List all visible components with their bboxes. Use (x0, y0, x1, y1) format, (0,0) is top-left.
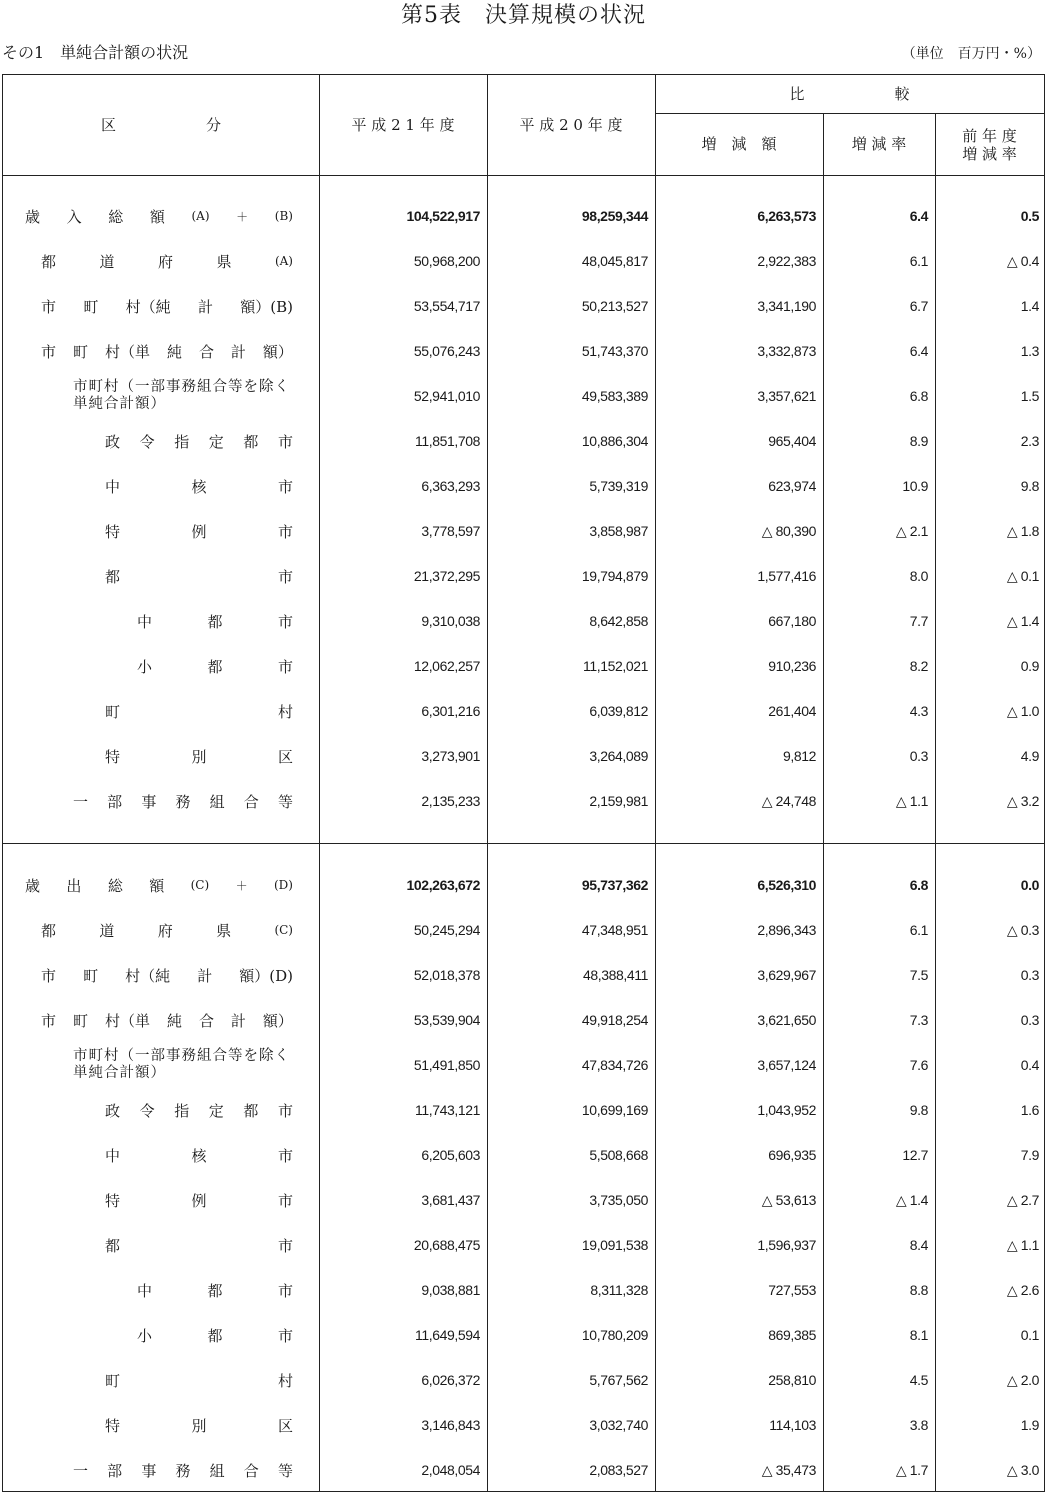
cell-diff: 3,357,621 (757, 388, 816, 404)
cell-prev: 9.8 (1020, 478, 1039, 494)
table-row (3, 561, 1044, 591)
row-label: 小 都 市 (137, 657, 293, 676)
cell-diff: 696,935 (768, 1147, 816, 1163)
header-divider (3, 175, 1044, 176)
cell-fy20: 5,767,562 (589, 1372, 648, 1388)
cell-rate: 8.1 (909, 1327, 928, 1343)
cell-diff: 623,974 (768, 478, 816, 494)
cell-fy21: 52,018,378 (413, 967, 480, 983)
cell-fy20: 95,737,362 (581, 877, 648, 893)
cell-diff: △ 35,473 (761, 1462, 816, 1478)
cell-fy21: 6,026,372 (421, 1372, 480, 1388)
cell-prev: △ 1.1 (1006, 1237, 1039, 1253)
cell-diff: 3,332,873 (757, 343, 816, 359)
cell-fy20: 48,045,817 (581, 253, 648, 269)
cell-fy21: 6,205,603 (421, 1147, 480, 1163)
cell-rate: 4.5 (909, 1372, 928, 1388)
cell-fy21: 53,539,904 (413, 1012, 480, 1028)
cell-fy21: 3,778,597 (421, 523, 480, 539)
cell-fy21: 3,681,437 (421, 1192, 480, 1208)
cell-diff: 1,596,937 (757, 1237, 816, 1253)
cell-fy20: 3,264,089 (589, 748, 648, 764)
row-label: 中 核 市 (105, 477, 293, 496)
cell-rate: 6.1 (909, 253, 928, 269)
row-label: 市町村（一部事務組合等を除く単純合計額） (73, 379, 290, 412)
table-row (3, 1140, 1044, 1170)
cell-fy21: 12,062,257 (413, 658, 480, 674)
cell-prev: △ 2.0 (1006, 1372, 1039, 1388)
row-label: 特 例 市 (105, 522, 293, 541)
table-row (3, 336, 1044, 366)
cell-diff: 258,810 (768, 1372, 816, 1388)
cell-rate: 7.6 (909, 1057, 928, 1073)
table-row (3, 786, 1044, 816)
cell-diff: 727,553 (768, 1282, 816, 1298)
cell-rate: 4.3 (909, 703, 928, 719)
cell-rate: 8.2 (909, 658, 928, 674)
cell-prev: 1.6 (1020, 1102, 1039, 1118)
cell-diff: 869,385 (768, 1327, 816, 1343)
unit-note: （単位 百万円・%） (901, 46, 1041, 62)
cell-rate: 9.8 (909, 1102, 928, 1118)
cell-fy21: 104,522,917 (406, 208, 480, 224)
cell-fy21: 11,851,708 (414, 433, 480, 449)
cell-diff: 2,896,343 (757, 922, 816, 938)
cell-fy21: 21,372,295 (413, 568, 480, 584)
header-change-amount: 増 減 額 (701, 135, 777, 153)
table-row (3, 915, 1044, 945)
cell-fy21: 20,688,475 (413, 1237, 480, 1253)
cell-prev: 0.0 (1020, 877, 1039, 893)
cell-fy20: 3,735,050 (589, 1192, 648, 1208)
cell-fy21: 3,273,901 (421, 748, 480, 764)
cell-diff: △ 24,748 (761, 793, 816, 809)
cell-prev: △ 0.1 (1006, 568, 1039, 584)
cell-diff: 910,236 (768, 658, 816, 674)
table-row (3, 291, 1044, 321)
cell-rate: 10.9 (902, 478, 928, 494)
header-change-rate: 増 減 率 (851, 135, 907, 153)
cell-fy21: 2,135,233 (421, 793, 480, 809)
header-comparison: 比 較 (789, 85, 910, 103)
cell-fy20: 11,152,021 (582, 658, 648, 674)
cell-rate: 6.7 (909, 298, 928, 314)
row-label: 町 村 (105, 1371, 293, 1390)
table-row (3, 1410, 1044, 1440)
cell-prev: 0.5 (1020, 208, 1039, 224)
cell-prev: 1.4 (1020, 298, 1039, 314)
cell-rate: 8.9 (909, 433, 928, 449)
cell-prev: 0.3 (1020, 1012, 1039, 1028)
cell-diff: 9,812 (782, 748, 816, 764)
table-row (3, 696, 1044, 726)
row-label: 特 例 市 (105, 1191, 293, 1210)
cell-fy20: 8,311,328 (590, 1282, 648, 1298)
cell-fy20: 19,794,879 (581, 568, 648, 584)
table-row (3, 201, 1044, 231)
row-label: 一 部 事 務 組 合 等 (73, 1461, 293, 1480)
cell-fy21: 2,048,054 (421, 1462, 480, 1478)
row-label: 歳 出 総 額 (C) ＋ (D) (25, 876, 293, 895)
cell-prev: 0.4 (1020, 1057, 1039, 1073)
cell-fy20: 50,213,527 (581, 298, 648, 314)
cell-prev: △ 1.4 (1006, 613, 1039, 629)
row-label: 中 都 市 (137, 1281, 293, 1300)
cell-fy21: 51,491,850 (413, 1057, 480, 1073)
cell-prev: 2.3 (1020, 433, 1039, 449)
cell-rate: 8.0 (909, 568, 928, 584)
cell-rate: 7.5 (909, 967, 928, 983)
cell-fy21: 9,310,038 (421, 613, 480, 629)
table-row (3, 1230, 1044, 1260)
cell-diff: 667,180 (768, 613, 816, 629)
table-row (3, 870, 1044, 900)
cell-fy20: 47,834,726 (581, 1057, 648, 1073)
table-row (3, 606, 1044, 636)
table-row (3, 651, 1044, 681)
cell-fy20: 10,699,169 (581, 1102, 648, 1118)
row-label: 都 市 (105, 1236, 293, 1255)
cell-prev: 1.9 (1020, 1417, 1039, 1433)
cell-prev: △ 1.0 (1006, 703, 1039, 719)
row-label: 小 都 市 (137, 1326, 293, 1345)
cell-diff: 6,263,573 (757, 208, 816, 224)
cell-prev: 0.3 (1020, 967, 1039, 983)
cell-fy20: 10,780,209 (581, 1327, 648, 1343)
cell-prev: 7.9 (1020, 1147, 1039, 1163)
cell-fy20: 2,159,981 (589, 793, 648, 809)
cell-fy21: 53,554,717 (413, 298, 480, 314)
cell-diff: 1,577,416 (757, 568, 816, 584)
header-prev-rate-line2: 増 減 率 (962, 145, 1017, 163)
cell-prev: △ 0.4 (1006, 253, 1039, 269)
cell-fy20: 3,032,740 (589, 1417, 648, 1433)
cell-prev: 1.3 (1020, 343, 1039, 359)
cell-diff: △ 80,390 (761, 523, 816, 539)
cell-fy20: 5,508,668 (589, 1147, 648, 1163)
row-label: 特 別 区 (105, 747, 293, 766)
cell-fy20: 5,739,319 (589, 478, 648, 494)
cell-diff: 965,404 (768, 433, 816, 449)
cell-fy20: 98,259,344 (581, 208, 648, 224)
cell-prev: △ 0.3 (1006, 922, 1039, 938)
cell-diff: 1,043,952 (757, 1102, 816, 1118)
cell-rate: 6.4 (909, 208, 928, 224)
cell-rate: △ 1.4 (895, 1192, 928, 1208)
table-row (3, 426, 1044, 456)
cell-rate: 0.3 (909, 748, 928, 764)
table-row (3, 1185, 1044, 1215)
cell-fy20: 3,858,987 (589, 523, 648, 539)
cell-rate: △ 1.1 (895, 793, 928, 809)
cell-rate: 8.8 (909, 1282, 928, 1298)
cell-fy21: 50,245,294 (413, 922, 480, 938)
cell-fy20: 10,886,304 (581, 433, 648, 449)
cell-fy20: 6,039,812 (589, 703, 648, 719)
row-label: 歳 入 総 額 (A) ＋ (B) (25, 207, 293, 226)
table-row (3, 246, 1044, 276)
row-label: 都 道 府 県 (C) (41, 921, 293, 940)
cell-fy21: 52,941,010 (413, 388, 480, 404)
row-label: 市 町 村（純 計 額）(B) (41, 297, 293, 316)
cell-prev: △ 2.6 (1006, 1282, 1039, 1298)
row-label: 市 町 村（単 純 合 計 額） (41, 1011, 293, 1030)
row-label: 政 令 指 定 都 市 (105, 1101, 293, 1120)
cell-rate: 3.8 (909, 1417, 928, 1433)
cell-rate: 12.7 (902, 1147, 928, 1163)
header-fy21: 平 成 2 1 年 度 (351, 116, 455, 134)
budget-table (2, 74, 1045, 1492)
cell-fy20: 51,743,370 (581, 343, 648, 359)
row-label: 町 村 (105, 702, 293, 721)
row-label: 都 道 府 県 (A) (41, 252, 293, 271)
cell-fy21: 102,263,672 (406, 877, 480, 893)
cell-prev: 1.5 (1020, 388, 1039, 404)
cell-diff: 261,404 (768, 703, 816, 719)
cell-diff: 114,103 (769, 1417, 816, 1433)
cell-fy21: 55,076,243 (413, 343, 480, 359)
cell-fy21: 50,968,200 (413, 253, 480, 269)
cell-fy20: 47,348,951 (581, 922, 648, 938)
cell-prev: △ 3.0 (1006, 1462, 1039, 1478)
cell-fy20: 2,083,527 (589, 1462, 648, 1478)
header-prev-rate-line1: 前 年 度 (962, 127, 1017, 145)
cell-rate: 7.3 (909, 1012, 928, 1028)
cell-fy20: 8,642,858 (589, 613, 648, 629)
table-row (3, 1320, 1044, 1350)
row-label: 政 令 指 定 都 市 (105, 432, 293, 451)
table-row (3, 960, 1044, 990)
cell-prev: 0.1 (1020, 1327, 1039, 1343)
table-row (3, 1455, 1044, 1485)
cell-rate: 7.7 (909, 613, 928, 629)
cell-rate: 8.4 (909, 1237, 928, 1253)
cell-fy21: 11,649,594 (414, 1327, 480, 1343)
cell-fy21: 6,363,293 (421, 478, 480, 494)
table-row (3, 1005, 1044, 1035)
cell-diff: 3,657,124 (757, 1057, 816, 1073)
cell-rate: 6.8 (909, 388, 928, 404)
table-row (3, 1365, 1044, 1395)
cell-fy20: 19,091,538 (581, 1237, 648, 1253)
cell-fy20: 49,918,254 (581, 1012, 648, 1028)
cell-prev: △ 1.8 (1006, 523, 1039, 539)
table-row (3, 741, 1044, 771)
cell-fy21: 9,038,881 (421, 1282, 480, 1298)
row-label: 市町村（一部事務組合等を除く単純合計額） (73, 1048, 290, 1081)
cell-diff: △ 53,613 (761, 1192, 816, 1208)
table-row (3, 516, 1044, 546)
cell-rate: △ 2.1 (895, 523, 928, 539)
row-label: 市 町 村（純 計 額）(D) (41, 966, 293, 985)
cell-prev: 0.9 (1020, 658, 1039, 674)
cell-prev: 4.9 (1020, 748, 1039, 764)
cell-rate: 6.1 (909, 922, 928, 938)
table-row (3, 1275, 1044, 1305)
table-row (3, 1095, 1044, 1125)
cell-rate: △ 1.7 (895, 1462, 928, 1478)
row-label: 市 町 村（単 純 合 計 額） (41, 342, 293, 361)
cell-fy20: 48,388,411 (582, 967, 648, 983)
cell-fy21: 11,743,121 (414, 1102, 480, 1118)
table-subtitle: その1 単純合計額の状況 (2, 43, 189, 62)
cell-diff: 2,922,383 (757, 253, 816, 269)
page-title: 第5表 決算規模の状況 (401, 3, 646, 28)
header-sub-divider (655, 113, 1044, 114)
row-label: 中 都 市 (137, 612, 293, 631)
row-label: 特 別 区 (105, 1416, 293, 1435)
cell-diff: 3,341,190 (757, 298, 816, 314)
cell-fy21: 3,146,843 (421, 1417, 480, 1433)
table-row (3, 381, 1044, 411)
cell-prev: △ 2.7 (1006, 1192, 1039, 1208)
cell-diff: 3,621,650 (757, 1012, 816, 1028)
table-row (3, 471, 1044, 501)
cell-rate: 6.4 (909, 343, 928, 359)
cell-rate: 6.8 (909, 877, 928, 893)
row-label: 中 核 市 (105, 1146, 293, 1165)
cell-diff: 6,526,310 (757, 877, 816, 893)
cell-fy21: 6,301,216 (421, 703, 480, 719)
section-divider (3, 843, 1044, 844)
header-category: 区 分 (100, 116, 221, 134)
row-label: 一 部 事 務 組 合 等 (73, 792, 293, 811)
table-row (3, 1050, 1044, 1080)
cell-fy20: 49,583,389 (581, 388, 648, 404)
cell-diff: 3,629,967 (757, 967, 816, 983)
header-fy20: 平 成 2 0 年 度 (519, 116, 623, 134)
row-label: 都 市 (105, 567, 293, 586)
cell-prev: △ 3.2 (1006, 793, 1039, 809)
